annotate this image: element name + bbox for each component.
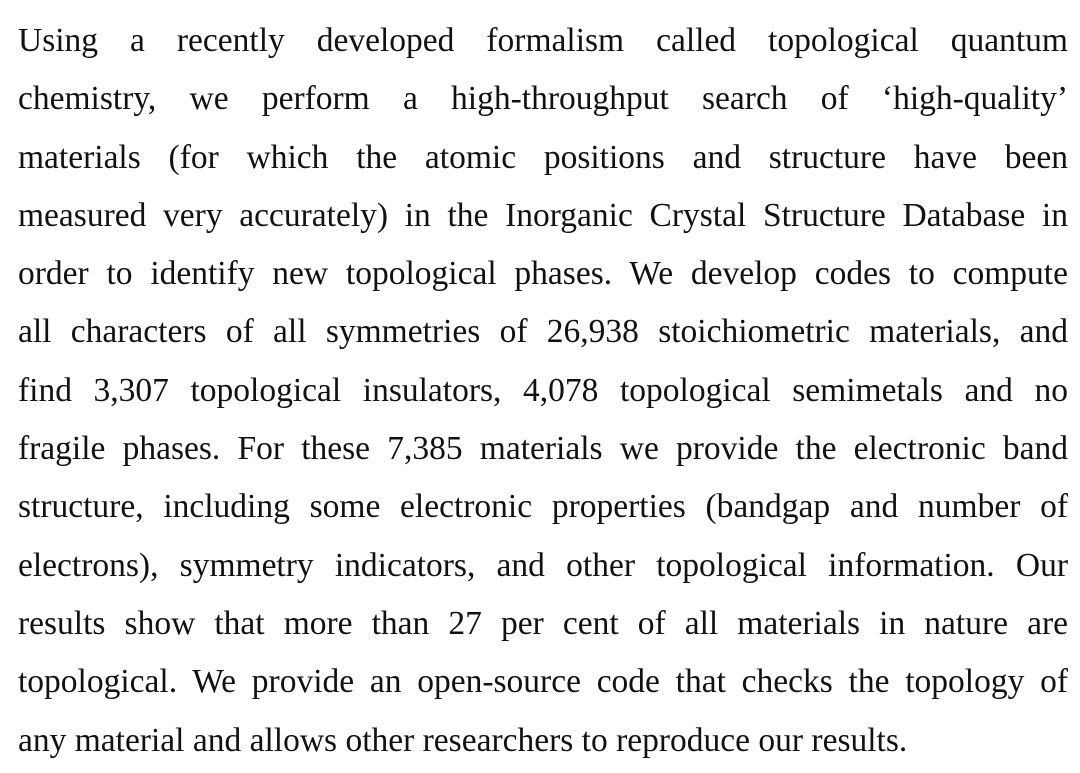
abstract-line: fragile phases. For these 7,385 materials we provide the electronic band (18, 430, 1068, 468)
abstract-line: measured very accurately) in the Inorganic Crystal Structure Database in (18, 196, 1068, 234)
abstract-line: topological. We provide an open-source code that checks the topology of (18, 663, 1068, 701)
abstract-line: Using a recently developed formalism called topological quantum (18, 22, 1068, 59)
abstract-line: order to identify new topological phases. We develop codes to compute (18, 255, 1068, 293)
abstract-line: electrons), symmetry indicators, and other topological information. Our (18, 546, 1068, 584)
abstract-line: find 3,307 topological insulators, 4,078 topological semimetals and no (18, 371, 1068, 409)
abstract-line: results show that more than 27 per cent of all materials in nature are (18, 604, 1068, 642)
abstract-line: all characters of all symmetries of 26,938 stoichiometric materials, and (18, 313, 1068, 351)
abstract-line: structure, including some electronic properties (bandgap and number of (18, 488, 1068, 526)
abstract-line: materials (for which the atomic positions and structure have been (18, 138, 1068, 176)
abstract-line: any material and allows other researchers to reproduce our results. (18, 721, 908, 759)
abstract-line: chemistry, we perform a high-throughput search of ‘high-quality’ (18, 80, 1068, 118)
abstract-paragraph (18, 12, 1068, 770)
